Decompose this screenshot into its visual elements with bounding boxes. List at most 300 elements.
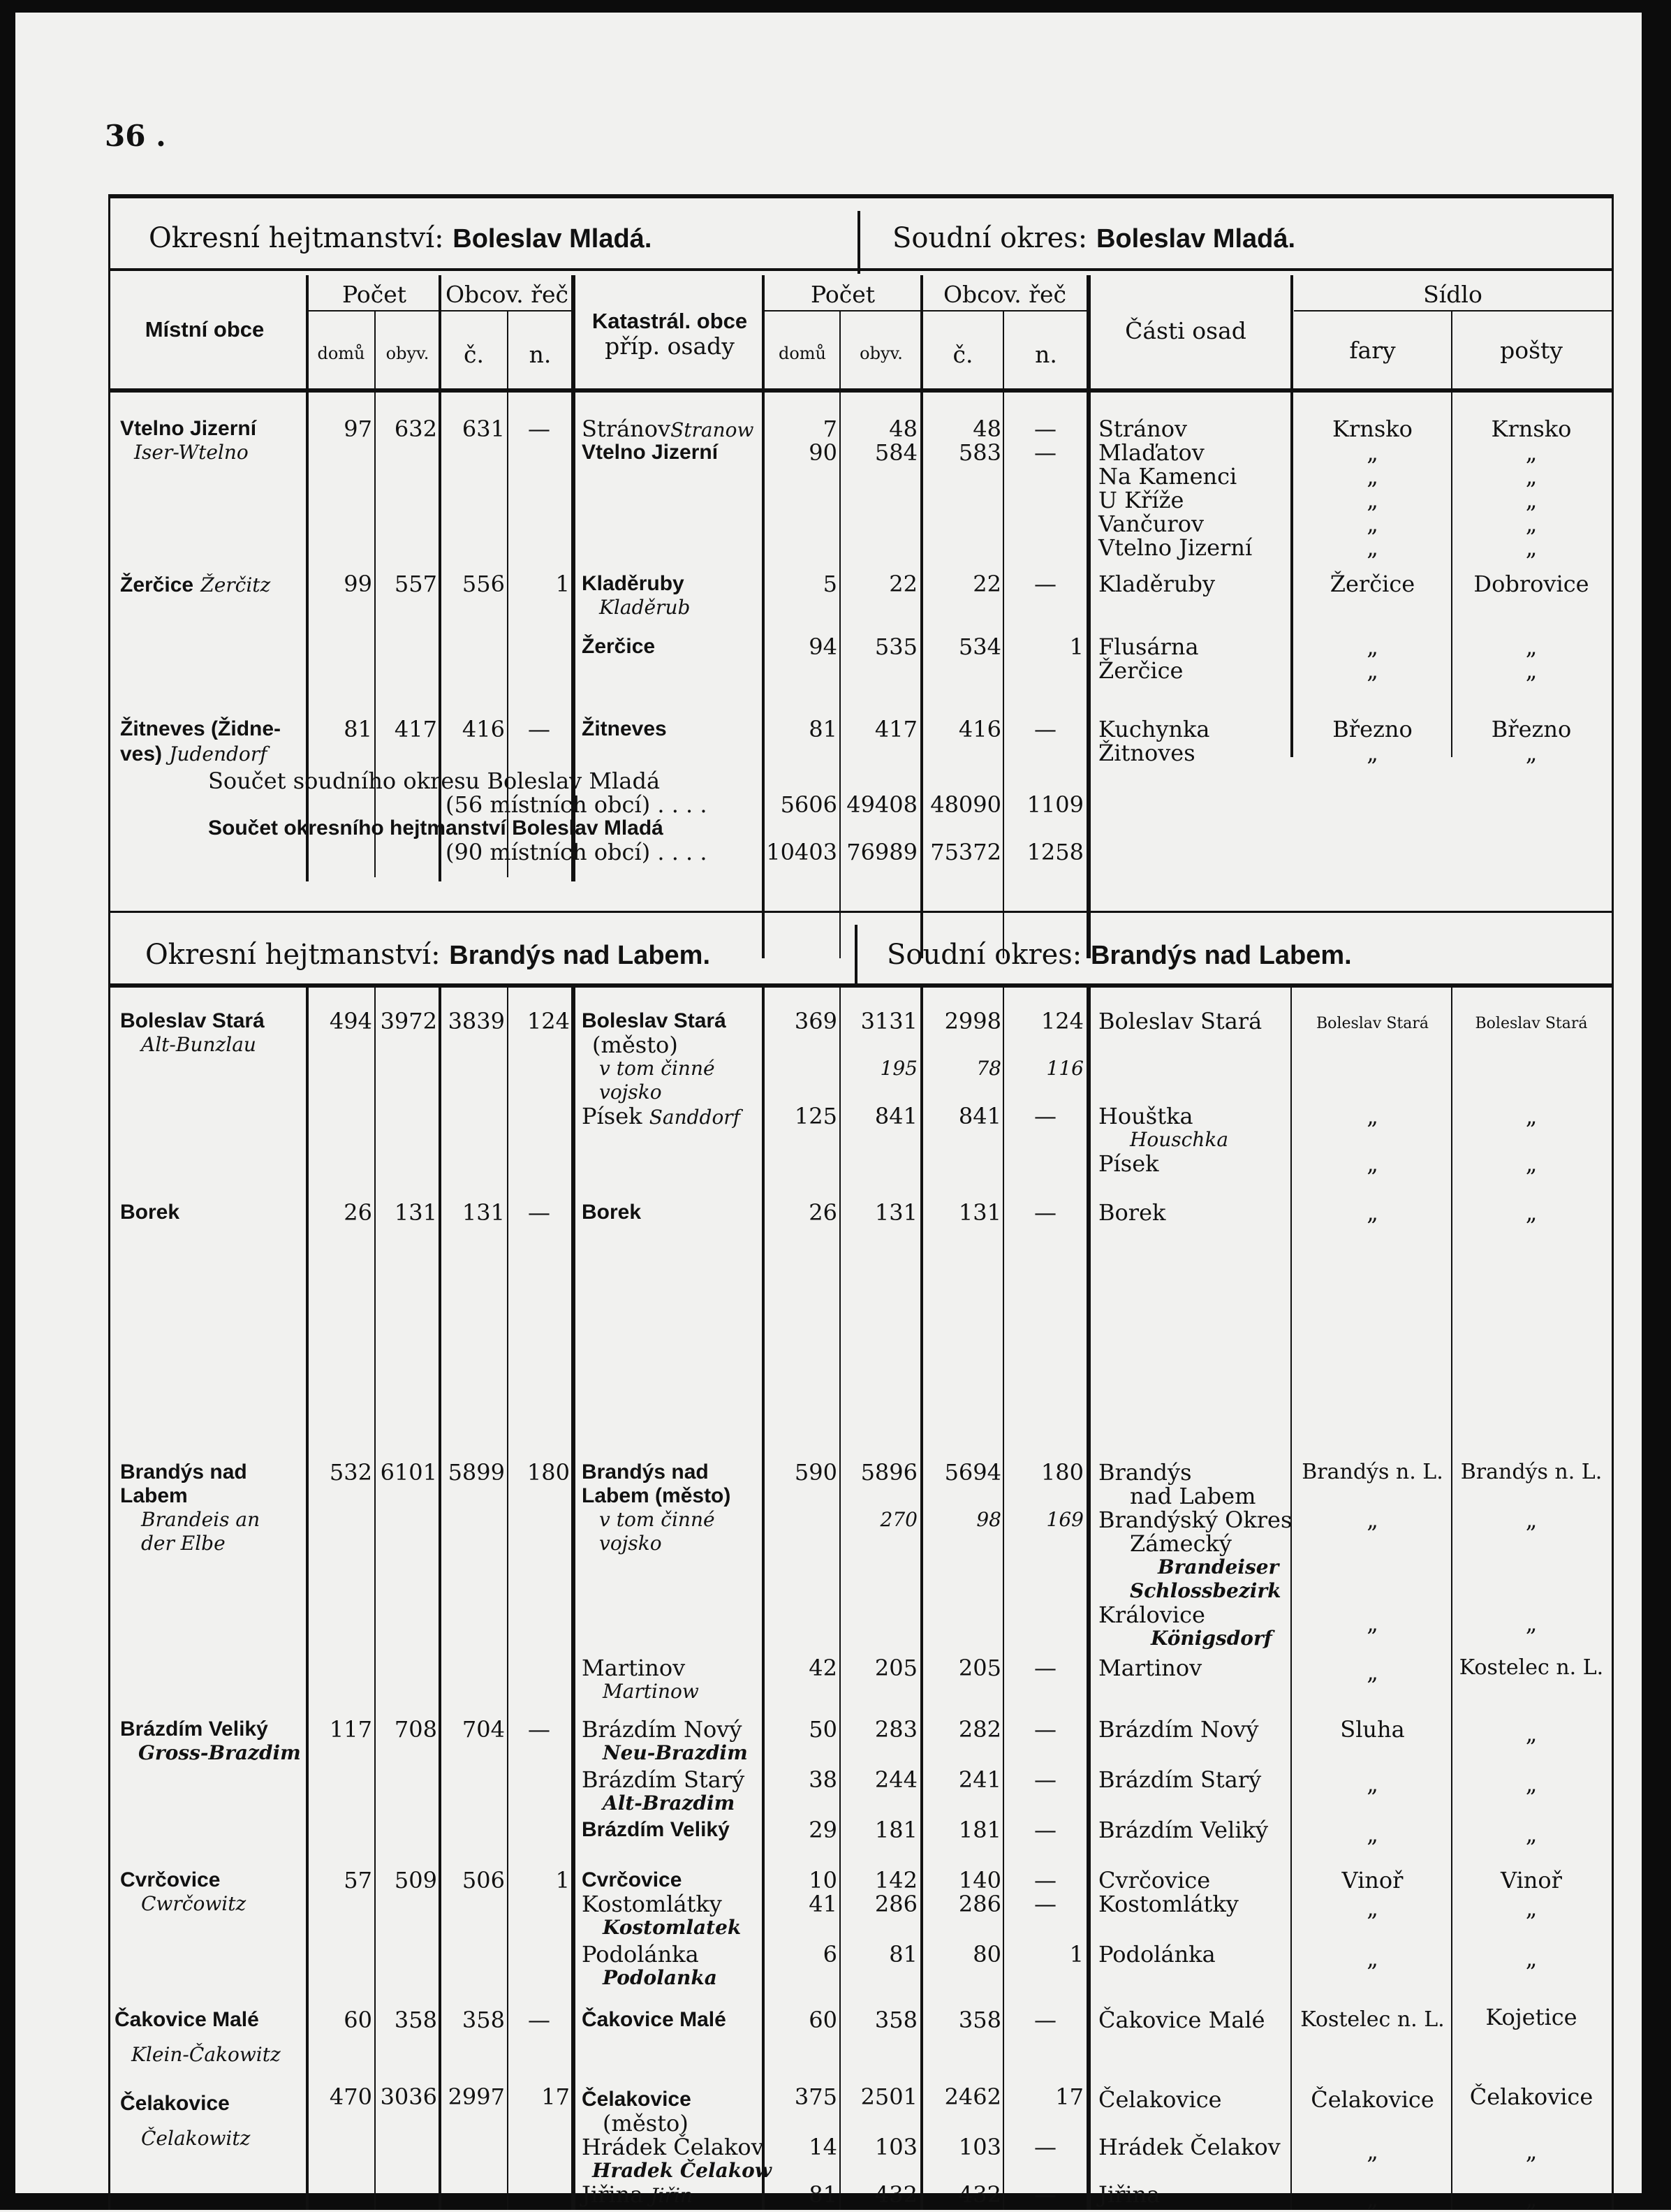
kat: v tom činné <box>599 1057 715 1080</box>
cast: Vančurov <box>1098 511 1205 537</box>
kn: 116 <box>1046 1057 1084 1080</box>
fara: Čelakovice <box>1311 2086 1434 2113</box>
cast: Borek <box>1098 1199 1166 1226</box>
ditto: „ <box>1367 633 1378 660</box>
kat: Jiřina Jiřin <box>582 2181 693 2208</box>
court-title-1: Soudní okres: Boleslav Mladá. <box>892 222 1296 254</box>
ditto: „ <box>1525 1610 1538 1636</box>
ditto: „ <box>1367 487 1378 513</box>
posta: Brandýs n. L. <box>1460 1460 1603 1484</box>
kobyv: 584 <box>874 439 918 466</box>
kobyv: 283 <box>874 1716 918 1743</box>
cast-5: Královice <box>1098 1602 1205 1628</box>
ditto: „ <box>1367 1610 1378 1636</box>
kat: Vtelno Jizerní <box>582 441 719 464</box>
kobyv: 417 <box>874 716 918 742</box>
cast: Brázdím Veliký <box>1098 1817 1269 1843</box>
obec-de: Alt-Bunzlau <box>141 1033 256 1056</box>
kat-de: Kostomlatek <box>603 1916 742 1939</box>
cast: Flusárna <box>1098 633 1199 660</box>
kn: 169 <box>1046 1508 1084 1531</box>
kc: 78 <box>976 1057 1001 1080</box>
kdomu: 81 <box>809 2181 837 2208</box>
kobyv: 22 <box>889 571 918 597</box>
kdomu: 50 <box>809 1716 837 1743</box>
obec: Žerčice Žerčitz <box>120 573 271 596</box>
ditto: „ <box>1367 1199 1378 1226</box>
kdomu: 6 <box>823 1941 837 1968</box>
cast: Houštka <box>1098 1103 1193 1129</box>
ditto: „ <box>1367 463 1378 490</box>
cast: Kostomlátky <box>1098 1891 1239 1917</box>
cast-de: Houschka <box>1130 1128 1229 1151</box>
hdr-c: č. <box>464 341 484 368</box>
obec-2: Labem <box>120 1484 188 1507</box>
kdomu: 81 <box>809 716 837 742</box>
ditto: „ <box>1525 740 1538 766</box>
kn: 180 <box>1040 1459 1084 1486</box>
kat-de: Podolanka <box>603 1966 717 1989</box>
ditto: „ <box>1367 2138 1378 2165</box>
kobyv: 81 <box>889 1941 918 1968</box>
cast: Brandýský Okres <box>1098 1507 1293 1533</box>
obyv: 632 <box>394 416 437 442</box>
ditto: „ <box>1367 1103 1378 1129</box>
sum-domu: 10403 <box>766 839 837 865</box>
domu: 117 <box>329 1716 372 1743</box>
cast: Vtelno Jizerní <box>1098 534 1253 561</box>
kdomu: 41 <box>809 1891 837 1917</box>
domu: 26 <box>344 1199 372 1226</box>
obec-de: Čelakowitz <box>141 2127 251 2150</box>
ditto: „ <box>1525 1103 1538 1129</box>
hdr-obyv-2: obyv. <box>860 344 903 363</box>
kn: — <box>1034 1655 1057 1681</box>
kn: 124 <box>1040 1008 1084 1034</box>
kn: 1 <box>1069 633 1084 660</box>
kat: Brázdím Nový <box>582 1716 742 1743</box>
kc: 583 <box>958 439 1001 466</box>
cast-2: nad Labem <box>1130 1483 1256 1509</box>
ditto: „ <box>1525 657 1538 684</box>
cast-2: Zámecký <box>1130 1530 1232 1557</box>
cast-3: Brandeiser <box>1158 1555 1279 1579</box>
ditto: „ <box>1367 1895 1378 1921</box>
kat-de: Hradek Čelakow <box>592 2159 772 2182</box>
cast: Čelakovice <box>1098 2086 1222 2113</box>
ditto: „ <box>1525 633 1538 660</box>
posta: Boleslav Stará <box>1475 1015 1588 1032</box>
ditto: „ <box>1367 511 1378 537</box>
kdomu: 42 <box>809 1655 837 1681</box>
title-rule-1 <box>110 268 1612 271</box>
cast: Písek <box>1098 1150 1159 1177</box>
hdr-mistni-obce: Místní obce <box>145 317 265 342</box>
kobyv: 195 <box>880 1057 918 1080</box>
kdomu: 7 <box>823 416 837 442</box>
c: 358 <box>462 2007 505 2033</box>
kn: — <box>1034 1867 1057 1894</box>
col-line <box>1087 988 1091 2210</box>
hdr-domu: domů <box>317 344 365 363</box>
kc: 286 <box>958 1891 1001 1917</box>
kat: Podolánka <box>582 1941 699 1968</box>
cast: Kuchynka <box>1098 716 1210 742</box>
cast: Boleslav Stará <box>1098 1008 1263 1034</box>
ditto: „ <box>1367 740 1378 766</box>
ditto: „ <box>1367 534 1378 561</box>
kc: 358 <box>958 2007 1001 2033</box>
kat: StránovStranow <box>582 416 754 442</box>
cast-4: Schlossbezirk <box>1130 1579 1281 1602</box>
kdomu: 94 <box>809 633 837 660</box>
sum-n: 1258 <box>1026 839 1084 865</box>
kc: 181 <box>958 1817 1001 1843</box>
hdr-sub-rule-b <box>764 310 1088 312</box>
census-table <box>108 194 1614 2210</box>
kat: Čakovice Malé <box>582 2008 726 2031</box>
hdr-n: n. <box>529 341 552 368</box>
kat-2: (město) <box>603 2110 689 2137</box>
obyv: 417 <box>394 716 437 742</box>
obec: Boleslav Stará <box>120 1009 265 1032</box>
kat: Písek Sanddorf <box>582 1103 741 1129</box>
kat: Kladěruby <box>582 572 684 595</box>
kobyv: 286 <box>874 1891 918 1917</box>
cast: Martinov <box>1098 1655 1202 1681</box>
posta: „ <box>1525 439 1538 466</box>
c: 3839 <box>448 1008 505 1034</box>
kat: Brandýs nad <box>582 1460 709 1484</box>
kobyv: 181 <box>874 1817 918 1843</box>
obyv: 358 <box>394 2007 437 2033</box>
sum-label-2: (90 místních obcí) . . . . <box>446 839 707 865</box>
posta: Kojetice <box>1485 2004 1577 2030</box>
obec-2: ves) Judendorf <box>120 742 267 766</box>
obyv: 6101 <box>380 1459 437 1486</box>
posta: „ <box>1525 1720 1538 1747</box>
kc: 140 <box>958 1867 1001 1894</box>
cast: Brandýs <box>1098 1459 1192 1486</box>
ditto: „ <box>1367 1821 1378 1847</box>
kdomu: 38 <box>809 1766 837 1793</box>
cast: Na Kamenci <box>1098 463 1237 490</box>
domu: 81 <box>344 716 372 742</box>
fara: Žerčice <box>1330 571 1415 597</box>
n: — <box>528 416 550 442</box>
fara: Krnsko <box>1332 416 1413 442</box>
kdomu: 26 <box>809 1199 837 1226</box>
kdomu: 60 <box>809 2007 837 2033</box>
kobyv: 244 <box>874 1766 918 1793</box>
col-line <box>1290 988 1292 2210</box>
posta: Březno <box>1491 716 1572 742</box>
sum-label: Součet soudního okresu Boleslav Mladá <box>208 768 661 794</box>
obec-de: Cwrčowitz <box>141 1892 246 1915</box>
kobyv: 5896 <box>860 1459 918 1486</box>
kn: — <box>1034 571 1057 597</box>
kdomu: 10 <box>809 1867 837 1894</box>
hdr-n-2: n. <box>1035 341 1057 368</box>
cast: Cvrčovice <box>1098 1867 1211 1894</box>
n: 1 <box>555 1867 570 1894</box>
title-rule-2 <box>110 983 1612 988</box>
cast: Podolánka <box>1098 1941 1216 1968</box>
kdomu: 375 <box>794 2083 837 2110</box>
ditto: „ <box>1525 1199 1538 1226</box>
kdomu: 90 <box>809 439 837 466</box>
district-title-2: Okresní hejtmanství: Brandýs nad Labem. <box>145 939 711 971</box>
obec-de: Klein-Čakowitz <box>131 2043 281 2066</box>
c: 704 <box>462 1716 505 1743</box>
sum-c: 48090 <box>930 791 1001 818</box>
hdr-obyv: obyv. <box>385 344 429 363</box>
sum-obyv: 49408 <box>846 791 918 818</box>
cast: Žerčice <box>1098 657 1184 684</box>
fara: Březno <box>1332 716 1413 742</box>
kobyv: 432 <box>874 2181 918 2208</box>
kat-2: vojsko <box>599 1532 662 1555</box>
kat-de: Alt-Brazdim <box>603 1792 735 1815</box>
col-line <box>1290 275 1293 757</box>
posta: Kostelec n. L. <box>1459 1655 1604 1680</box>
obyv: 3972 <box>380 1008 437 1034</box>
kc: 22 <box>973 571 1001 597</box>
court-title-2: Soudní okres: Brandýs nad Labem. <box>887 939 1352 971</box>
ditto: „ <box>1525 1507 1538 1533</box>
kc: 282 <box>958 1716 1001 1743</box>
obec-de: Gross-Brazdim <box>138 1741 301 1764</box>
c: 2997 <box>448 2083 505 2110</box>
ditto: „ <box>1525 2138 1538 2165</box>
c: 131 <box>462 1199 505 1226</box>
title-divider-1 <box>857 211 860 274</box>
sum-label-2: (56 místních obcí) . . . . <box>446 791 707 818</box>
kobyv: 205 <box>874 1655 918 1681</box>
sum-obyv: 76989 <box>846 839 918 865</box>
domu: 532 <box>329 1459 372 1486</box>
obyv: 3036 <box>380 2083 437 2110</box>
obec: Borek <box>120 1201 180 1224</box>
kat: Žerčice <box>582 635 656 658</box>
kc: 103 <box>958 2134 1001 2160</box>
cast: Čakovice Malé <box>1098 2007 1265 2033</box>
posta: Dobrovice <box>1473 571 1589 597</box>
kobyv: 841 <box>874 1103 918 1129</box>
kobyv: 535 <box>874 633 918 660</box>
cast: Brázdím Starý <box>1098 1766 1262 1793</box>
kdomu: 14 <box>809 2134 837 2160</box>
kn: — <box>1034 1716 1057 1743</box>
ditto: „ <box>1367 1150 1378 1177</box>
kc: 5694 <box>944 1459 1001 1486</box>
kat: Borek <box>582 1201 642 1224</box>
obyv: 708 <box>394 1716 437 1743</box>
kat: Cvrčovice <box>582 1868 682 1891</box>
sum-domu: 5606 <box>780 791 837 818</box>
kn: — <box>1034 1817 1057 1843</box>
ditto: „ <box>1367 1945 1378 1972</box>
n: 1 <box>555 571 570 597</box>
hdr-katastral-2: příp. osady <box>605 332 735 360</box>
obec: Vtelno Jizerní <box>120 417 257 440</box>
kn: — <box>1034 2181 1057 2208</box>
kobyv: 270 <box>880 1508 918 1531</box>
kat-2: vojsko <box>599 1081 662 1104</box>
kn: — <box>1034 1891 1057 1917</box>
kn: — <box>1034 2007 1057 2033</box>
c: 631 <box>462 416 505 442</box>
obec-brandys: Brandýs nad <box>120 1460 247 1484</box>
kat: Brázdím Veliký <box>582 1818 730 1841</box>
cast-6: Königsdorf <box>1151 1627 1272 1650</box>
domu: 99 <box>344 571 372 597</box>
n: — <box>528 2007 550 2033</box>
kobyv: 131 <box>874 1199 918 1226</box>
ditto: „ <box>1525 1895 1538 1921</box>
kc: 241 <box>958 1766 1001 1793</box>
ditto: „ <box>1525 1771 1538 1797</box>
obec: Čakovice Malé <box>115 2008 259 2031</box>
hdr-sidlo: Sídlo <box>1423 281 1482 308</box>
n: 124 <box>527 1008 570 1034</box>
domu: 470 <box>329 2083 372 2110</box>
obec-de-2: der Elbe <box>141 1532 226 1555</box>
kobyv: 103 <box>874 2134 918 2160</box>
n: 180 <box>527 1459 570 1486</box>
hdr-sub-rule-c <box>1294 310 1612 312</box>
kn: 17 <box>1055 2083 1084 2110</box>
n: — <box>528 1716 550 1743</box>
sum-c: 75372 <box>930 839 1001 865</box>
kn: — <box>1034 1103 1057 1129</box>
hdr-katastral: Katastrál. obce <box>591 309 748 333</box>
cast: Brázdím Nový <box>1098 1716 1259 1743</box>
kn: — <box>1034 416 1057 442</box>
kc: 534 <box>958 633 1001 660</box>
hdr-obcov-rec: Obcov. řeč <box>445 281 569 308</box>
col-line <box>1087 275 1091 958</box>
ditto: „ <box>1367 1507 1378 1533</box>
kat: Žitneves <box>582 717 667 740</box>
kat: Martinov <box>582 1655 686 1681</box>
hdr-casti-osad: Části osad <box>1125 317 1246 344</box>
fara: Kostelec n. L. <box>1300 2007 1445 2032</box>
posta: Čelakovice <box>1469 2083 1593 2110</box>
hdr-fary: fary <box>1349 337 1396 364</box>
c: 506 <box>462 1867 505 1894</box>
ditto: „ <box>1525 463 1538 490</box>
obec: Cvrčovice <box>120 1868 221 1891</box>
posta: Krnsko <box>1491 416 1572 442</box>
obec: Žitneves (Židne- <box>120 717 281 740</box>
cast: Kladěruby <box>1098 571 1216 597</box>
fara: „ <box>1367 1659 1378 1685</box>
obec-de: Brandeis an <box>141 1508 260 1531</box>
kc: 841 <box>958 1103 1001 1129</box>
kn: 1 <box>1069 1941 1084 1968</box>
kc: 48 <box>973 416 1001 442</box>
kdomu: 5 <box>823 571 837 597</box>
kc: 131 <box>958 1199 1001 1226</box>
fara: Vinoř <box>1341 1867 1404 1894</box>
kobyv: 358 <box>874 2007 918 2033</box>
kn: — <box>1034 1766 1057 1793</box>
n: 17 <box>541 2083 570 2110</box>
ditto: „ <box>1525 511 1538 537</box>
domu: 97 <box>344 416 372 442</box>
kn: — <box>1034 2134 1057 2160</box>
kat-de: Neu-Brazdim <box>603 1741 748 1764</box>
domu: 57 <box>344 1867 372 1894</box>
kn: — <box>1034 439 1057 466</box>
obec: Čelakovice <box>120 2092 230 2115</box>
kc: 205 <box>958 1655 1001 1681</box>
kobyv: 2501 <box>860 2083 918 2110</box>
ditto: „ <box>1525 487 1538 513</box>
kdomu: 29 <box>809 1817 837 1843</box>
kc: 416 <box>958 716 1001 742</box>
c: 556 <box>462 571 505 597</box>
title-divider-2 <box>855 925 857 988</box>
kobyv: 48 <box>889 416 918 442</box>
hdr-pocet: Počet <box>341 281 406 308</box>
kobyv: 3131 <box>860 1008 918 1034</box>
c: 416 <box>462 716 505 742</box>
ditto: „ <box>1367 1771 1378 1797</box>
col-line <box>571 988 575 2210</box>
fara: „ <box>1367 439 1378 466</box>
sum-label: Součet okresního hejtmanství Boleslav Mladá <box>208 816 663 840</box>
kat: Brázdím Starý <box>582 1766 745 1793</box>
kobyv: 142 <box>874 1867 918 1894</box>
obyv: 509 <box>394 1867 437 1894</box>
kc: 98 <box>976 1508 1001 1531</box>
kdomu: 590 <box>794 1459 837 1486</box>
domu: 60 <box>344 2007 372 2033</box>
district-title-1: Okresní hejtmanství: Boleslav Mladá. <box>149 222 652 254</box>
n: — <box>528 1199 550 1226</box>
kc: 2462 <box>944 2083 1001 2110</box>
fara: Boleslav Stará <box>1316 1015 1429 1032</box>
kn: — <box>1034 716 1057 742</box>
kdomu: 125 <box>794 1103 837 1129</box>
hdr-pocet-2: Počet <box>810 281 875 308</box>
ditto: „ <box>1525 534 1538 561</box>
kdomu: 369 <box>794 1008 837 1034</box>
kat-de: Kladěrub <box>599 596 691 619</box>
obec: Brázdím Veliký <box>120 1717 268 1741</box>
fara: Sluha <box>1340 1716 1405 1743</box>
cast: Žitnoves <box>1098 740 1195 766</box>
posta: Vinoř <box>1501 1867 1562 1894</box>
hdr-domu-2: domů <box>778 344 827 363</box>
ditto: „ <box>1367 657 1378 684</box>
ditto: „ <box>1525 1821 1538 1847</box>
page-number: 36 . <box>105 119 166 153</box>
kc: 80 <box>973 1941 1001 1968</box>
kat: v tom činné <box>599 1508 715 1531</box>
c: 5899 <box>448 1459 505 1486</box>
kc: 2998 <box>944 1008 1001 1034</box>
fara: Brandýs n. L. <box>1302 1460 1443 1484</box>
n: — <box>528 716 550 742</box>
hdr-posty: pošty <box>1500 337 1563 364</box>
kat-de: Martinow <box>603 1680 699 1703</box>
hdr-obcov-rec-2: Obcov. řeč <box>943 281 1067 308</box>
kat: Kostomlátky <box>582 1891 722 1917</box>
obec-de: Iser-Wtelno <box>134 441 249 464</box>
